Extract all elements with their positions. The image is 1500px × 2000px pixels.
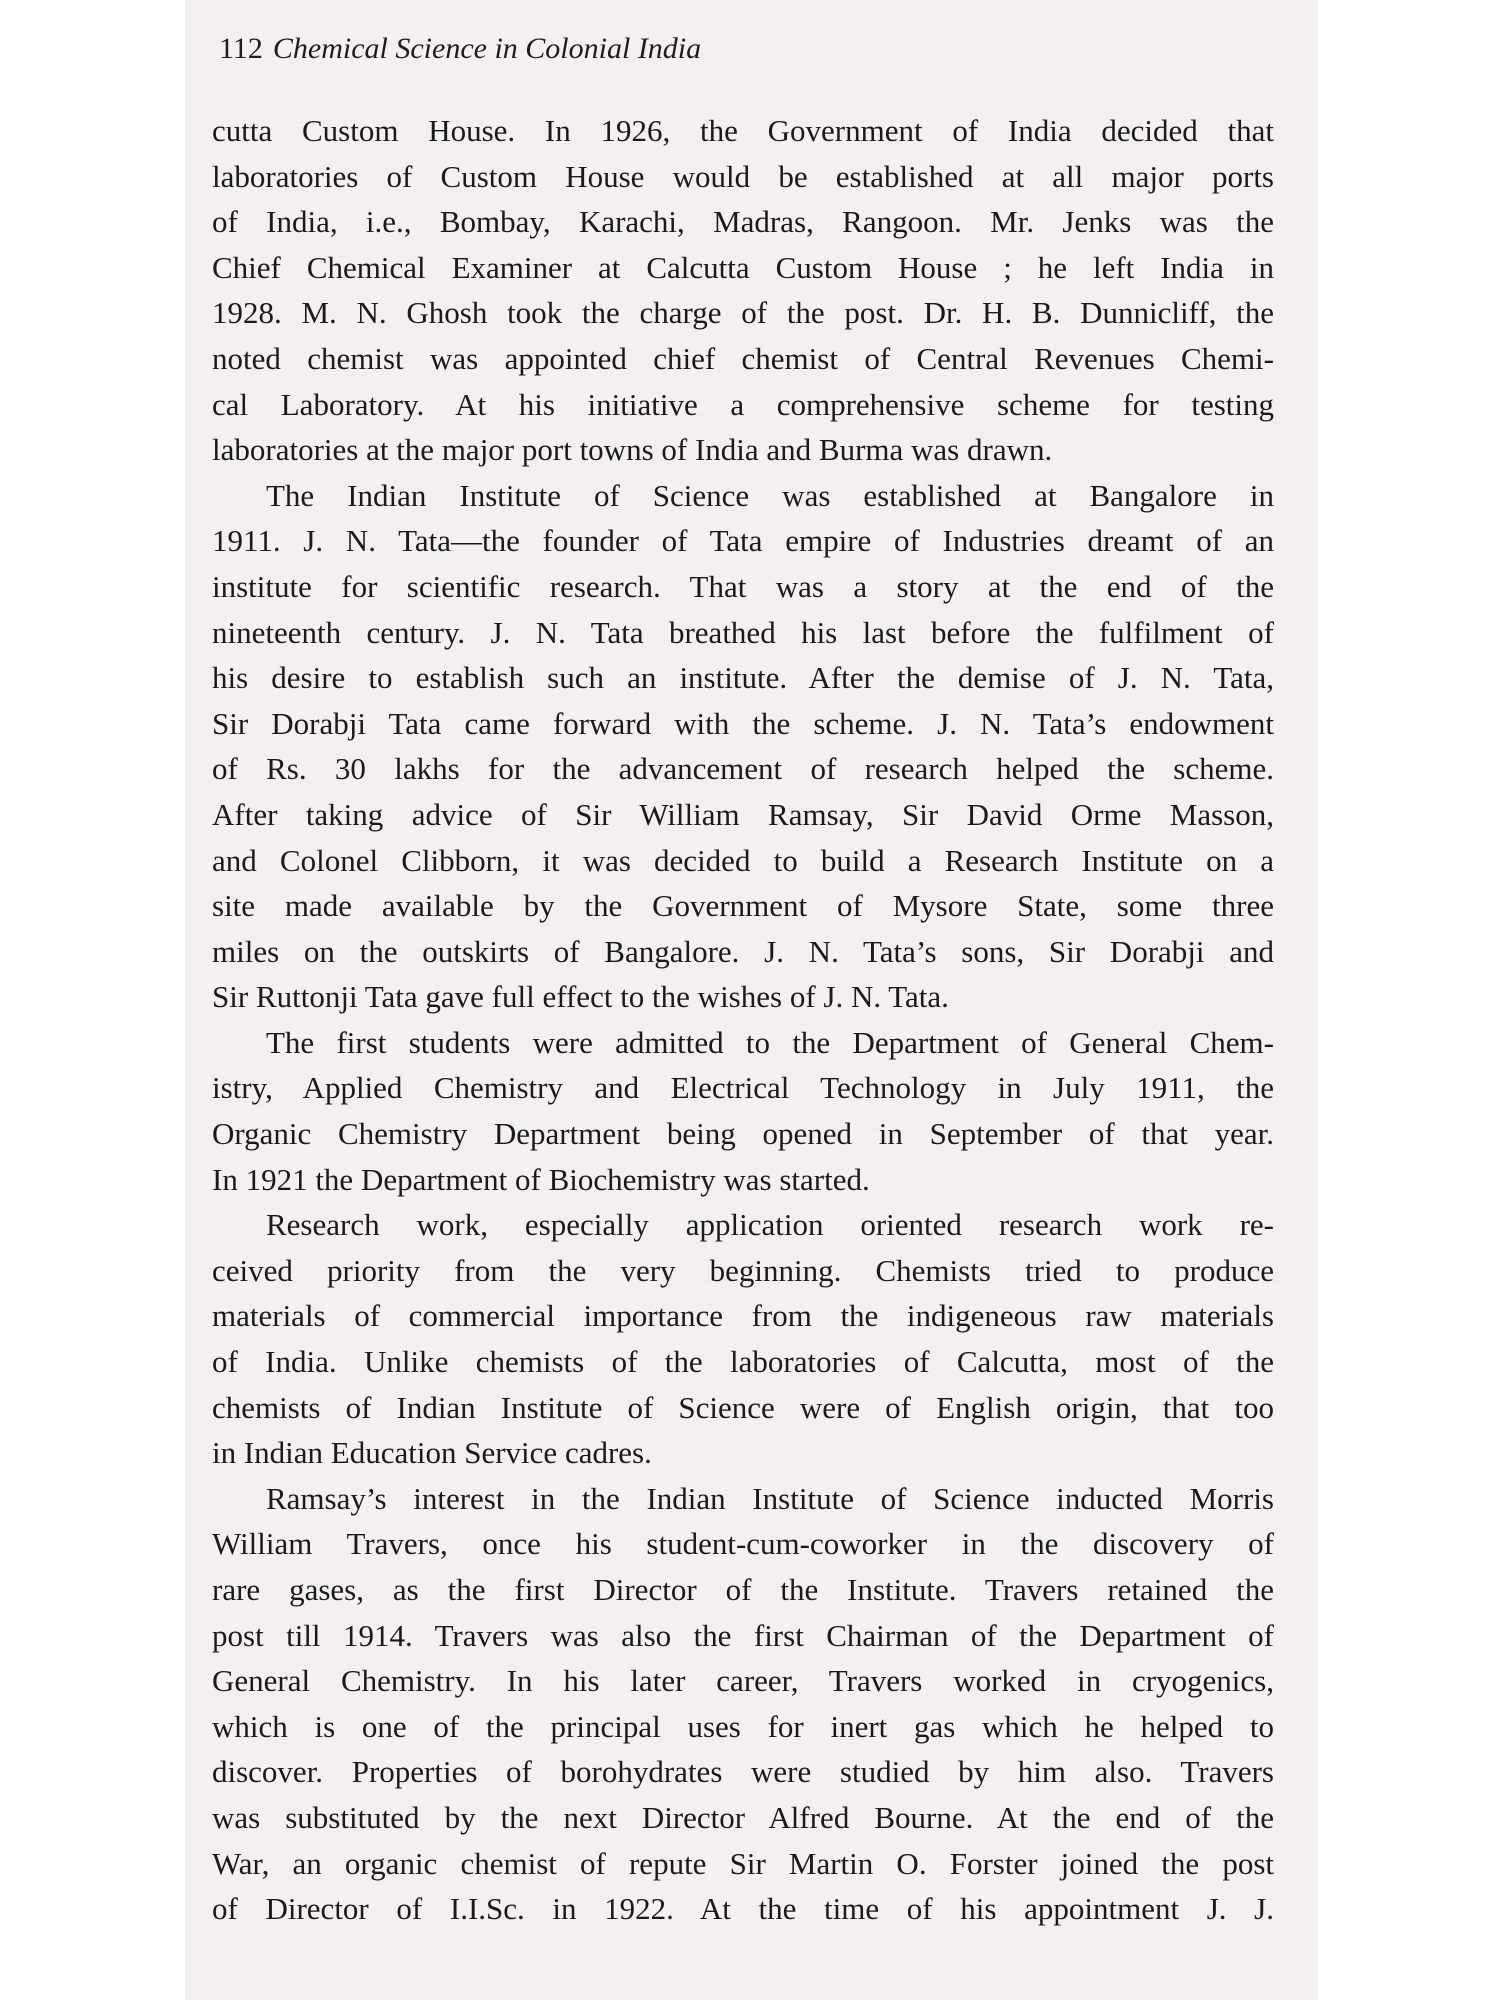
text-line: of Director of I.I.Sc. in 1922. At the time of his appointment J. J. bbox=[212, 1891, 1274, 1927]
text-line: ceived priority from the very beginning. Chemists tried to produce bbox=[212, 1252, 1274, 1288]
text-line: his desire to establish such an institute. After the demise of J. N. Tata, bbox=[212, 660, 1274, 696]
text-line: Research work, especially application oriented research work re- bbox=[266, 1207, 1274, 1243]
text-line: in Indian Education Service cadres. bbox=[212, 1435, 652, 1471]
text-line: of Rs. 30 lakhs for the advancement of research helped the scheme. bbox=[212, 751, 1274, 787]
text-line: rare gases, as the first Director of the Institute. Travers retained the bbox=[212, 1572, 1274, 1607]
text-line: The Indian Institute of Science was established at Bangalore in bbox=[266, 477, 1274, 513]
text-line: cal Laboratory. At his initiative a comprehensive scheme for testing bbox=[212, 386, 1274, 422]
body-text bbox=[212, 108, 1274, 1932]
text-line: istry, Applied Chemistry and Electrical Technology in July 1911, the bbox=[212, 1070, 1274, 1106]
text-line: of India. Unlike chemists of the laboratories of Calcutta, most of the bbox=[212, 1344, 1274, 1380]
text-line: site made available by the Government of Mysore State, some three bbox=[212, 888, 1274, 924]
text-line: laboratories at the major port towns of India and Burma was drawn. bbox=[212, 432, 1053, 468]
page-number: 112 bbox=[219, 32, 263, 65]
text-line: Organic Chemistry Department being opened in September of that year. bbox=[212, 1116, 1274, 1152]
book-page bbox=[185, 0, 1318, 2000]
text-line: and Colonel Clibborn, it was decided to build a Research Institute on a bbox=[212, 842, 1274, 878]
text-line: Sir Dorabji Tata came forward with the scheme. J. N. Tata’s endowment bbox=[212, 705, 1274, 741]
text-line: was substituted by the next Director Alfred Bourne. At the end of the bbox=[212, 1799, 1274, 1835]
text-line: The first students were admitted to the Department of General Chem- bbox=[266, 1024, 1274, 1060]
running-title: Chemical Science in Colonial India bbox=[272, 32, 702, 65]
text-line: Sir Ruttonji Tata gave full effect to the wishes of J. N. Tata. bbox=[212, 979, 949, 1015]
text-line: of India, i.e., Bombay, Karachi, Madras, Rangoon. Mr. Jenks was the bbox=[212, 204, 1274, 240]
text-line: noted chemist was appointed chief chemist of Central Revenues Chemi- bbox=[212, 340, 1274, 376]
text-line: 1911. J. N. Tata—the founder of Tata empire of Industries dreamt of an bbox=[212, 523, 1274, 559]
text-line: laboratories of Custom House would be established at all major ports bbox=[212, 158, 1274, 194]
text-line: miles on the outskirts of Bangalore. J. N. Tata’s sons, Sir Dorabji and bbox=[212, 933, 1274, 969]
text-line: materials of commercial importance from the indigeneous raw materials bbox=[212, 1298, 1274, 1334]
text-line: chemists of Indian Institute of Science were of English origin, that too bbox=[212, 1389, 1274, 1425]
text-line: 1928. M. N. Ghosh took the charge of the post. Dr. H. B. Dunnicliff, the bbox=[212, 295, 1274, 331]
text-line: William Travers, once his student-cum-coworker in the discovery of bbox=[212, 1526, 1274, 1562]
text-line: Chief Chemical Examiner at Calcutta Custom House ; he left India in bbox=[212, 249, 1274, 285]
text-line: cutta Custom House. In 1926, the Government of India decided that bbox=[212, 113, 1274, 148]
text-line: nineteenth century. J. N. Tata breathed his last before the fulfilment of bbox=[212, 614, 1274, 650]
text-line: post till 1914. Travers was also the first Chairman of the Department of bbox=[212, 1617, 1274, 1653]
text-line: After taking advice of Sir William Ramsay, Sir David Orme Masson, bbox=[212, 796, 1274, 832]
text-line: Ramsay’s interest in the Indian Institute of Science inducted Morris bbox=[266, 1480, 1274, 1516]
text-line: War, an organic chemist of repute Sir Martin O. Forster joined the post bbox=[212, 1845, 1274, 1881]
text-line: In 1921 the Department of Biochemistry was started. bbox=[212, 1161, 870, 1197]
text-line: General Chemistry. In his later career, Travers worked in cryogenics, bbox=[212, 1663, 1274, 1699]
running-header bbox=[219, 32, 701, 66]
text-line: which is one of the principal uses for inert gas which he helped to bbox=[212, 1708, 1274, 1744]
text-line: discover. Properties of borohydrates were studied by him also. Travers bbox=[212, 1754, 1274, 1790]
text-line: institute for scientific research. That was a story at the end of the bbox=[212, 568, 1274, 604]
